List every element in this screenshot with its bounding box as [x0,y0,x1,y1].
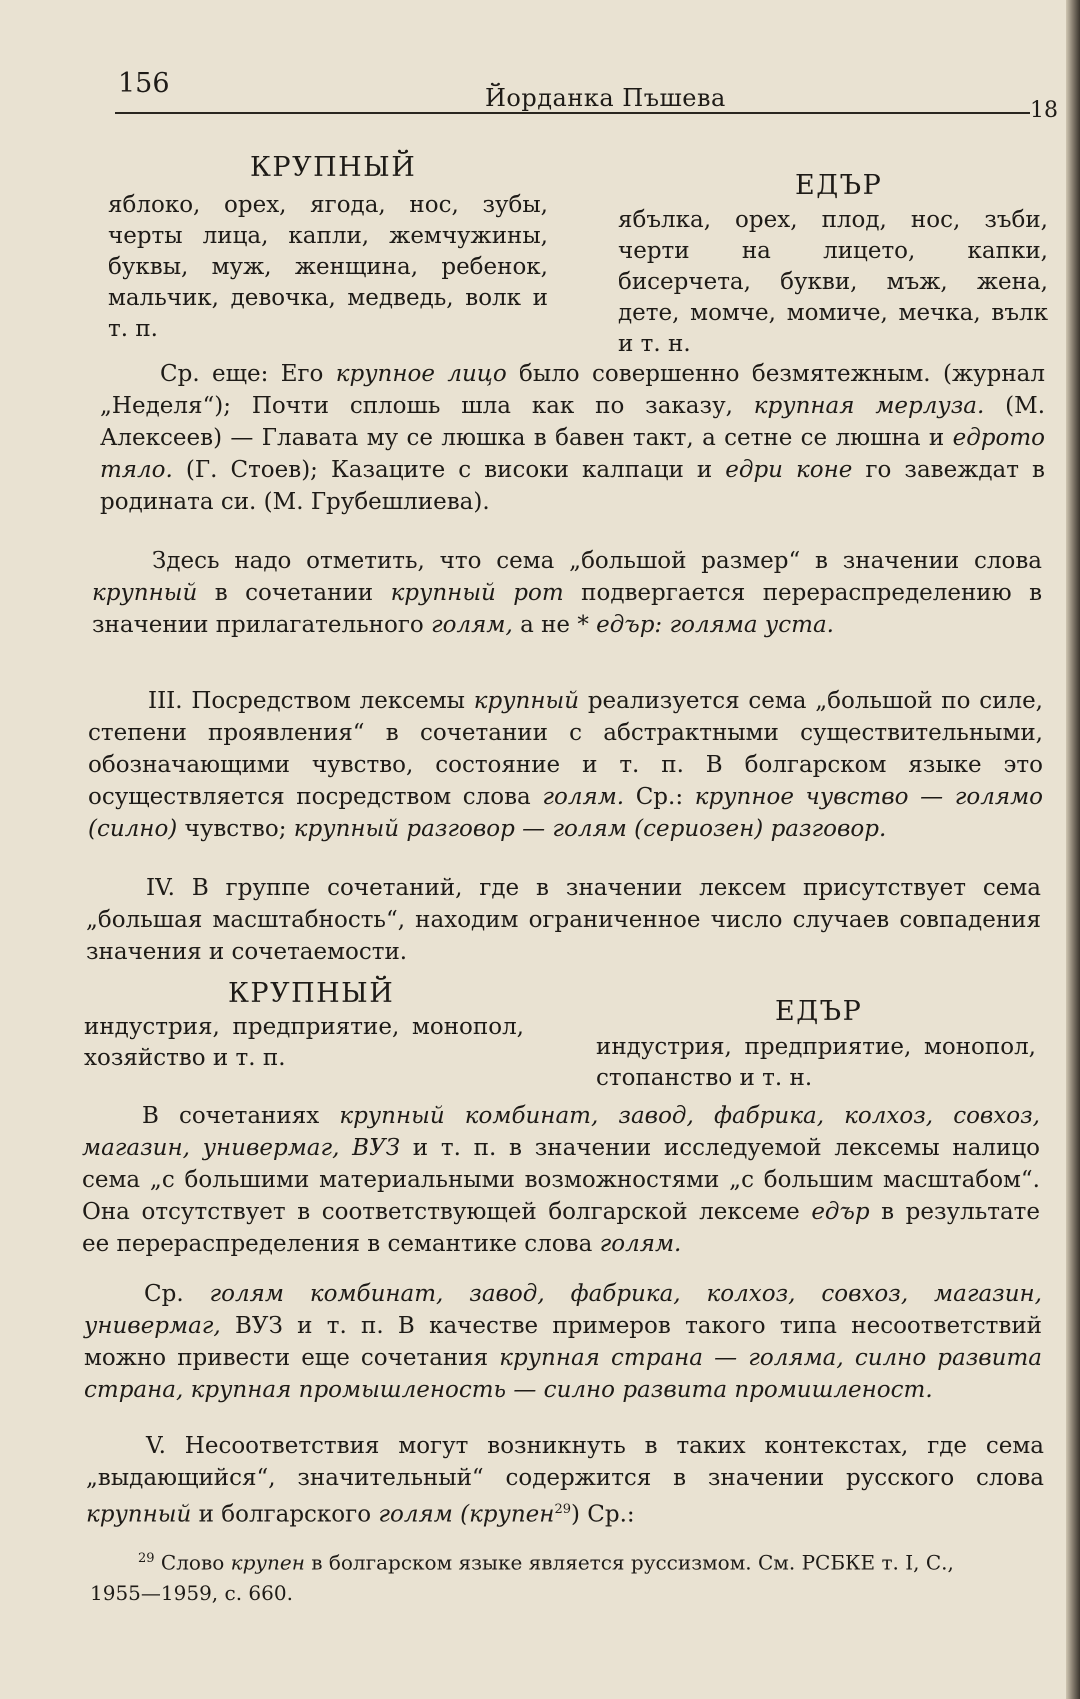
column-head-edar: ЕДЪР [795,170,883,201]
paragraph-section-iii: III. Посредством лексемы крупный реализуется сема „большой по силе, степени проявления“ в сочетании с абстрактными существительными, обозначающими чувство, состояние и т. п. В болгарском языке это осуществляется посредством слова голям. Ср.: крупное чувство — голямо (силно) чувство; крупный разговор — голям (сериозен) разговор. [88,688,1043,842]
column-head-krupny: КРУПНЫЙ [250,152,417,183]
paragraph-section-iv: IV. В группе сочетаний, где в значении лексем присутствует сема „большая масштабность“, находим ограниченное число случаев совпадения значения и сочетаемости. [86,875,1041,965]
column-right-text: ябълка, орех, плод, нос, зъби, черти на лицето, капки, бисерчета, букви, мъж, жена, дете, момче, момиче, мечка, вълк и т. н. [618,207,1048,357]
paragraph-combinations: В сочетаниях крупный комбинат, завод, фабрика, колхоз, совхоз, магазин, универмаг, ВУЗ и т. п. в значении исследуемой лексемы налицо сема „с большими материальными возможностями „с большим масштабом“. Она отсутствует в соответствующей болгарской лексеме едър в результате ее перераспределения в семантике слова голям. [82,1103,1040,1257]
paragraph-section-v: V. Несоответствия могут возникнуть в таких контекстах, где сема „выдающийся“, значительный“ содержится в значении русского слова крупный и болгарского голям (крупен$^{29}$) Ср.: [86,1433,1044,1528]
column-head-edar-2: ЕДЪР [775,996,863,1027]
page-edge [1066,0,1080,1699]
page-number: 156 [118,68,170,99]
header-rule [115,112,1030,114]
footnote: $^{29}$ Слово крупен в болгарском языке является руссизмом. См. РСБКЕ т. I, С., 1955—1959, с. 660. [90,1550,954,1605]
column-right-text-2: индустрия, предприятие, монопол, стопанство и т. н. [596,1034,1036,1091]
column-left-text-2: индустрия, предприятие, монопол, хозяйство и т. п. [84,1014,524,1071]
paragraph-compare: Ср. голям комбинат, завод, фабрика, колхоз, совхоз, магазин, универмаг, ВУЗ и т. п. В качестве примеров такого типа несоответствий можно привести еще сочетания крупная страна — голяма, силно развита страна, крупная промышленость — силно развита промишленост. [84,1281,1042,1403]
column-left-text: яблоко, орех, ягода, нос, зубы, черты лица, капли, жемчужины, буквы, муж, женщина, ребенок, мальчик, девочка, медведь, волк и т. п. [108,192,548,342]
column-head-krupny-2: КРУПНЫЙ [228,978,395,1009]
footnote-number: 29 [138,1551,155,1566]
paragraph-note: Здесь надо отметить, что сема „большой размер“ в значении слова крупный в сочетании крупный рот подвергается перераспределению в значении прилагательного голям, а не * едър: голяма уста. [92,548,1043,638]
running-header-author: Йорданка Пъшева [485,84,726,112]
footnote-ref: 29 [554,1502,571,1517]
paragraph-examples: Ср. еще: Его крупное лицо было совершенно безмятежным. (журнал „Неделя“); Почти сплошь шла как по заказу, крупная мерлуза. (М. Алексеев) — Главата му се люшка в бавен такт, а сетне се люшна и едрото тяло. (Г. Стоев); Казаците с високи калпаци и едри коне го завеждат в родината си. (М. Грубешлиева). [100,361,1046,515]
edge-page-number: 18 [1030,98,1058,123]
